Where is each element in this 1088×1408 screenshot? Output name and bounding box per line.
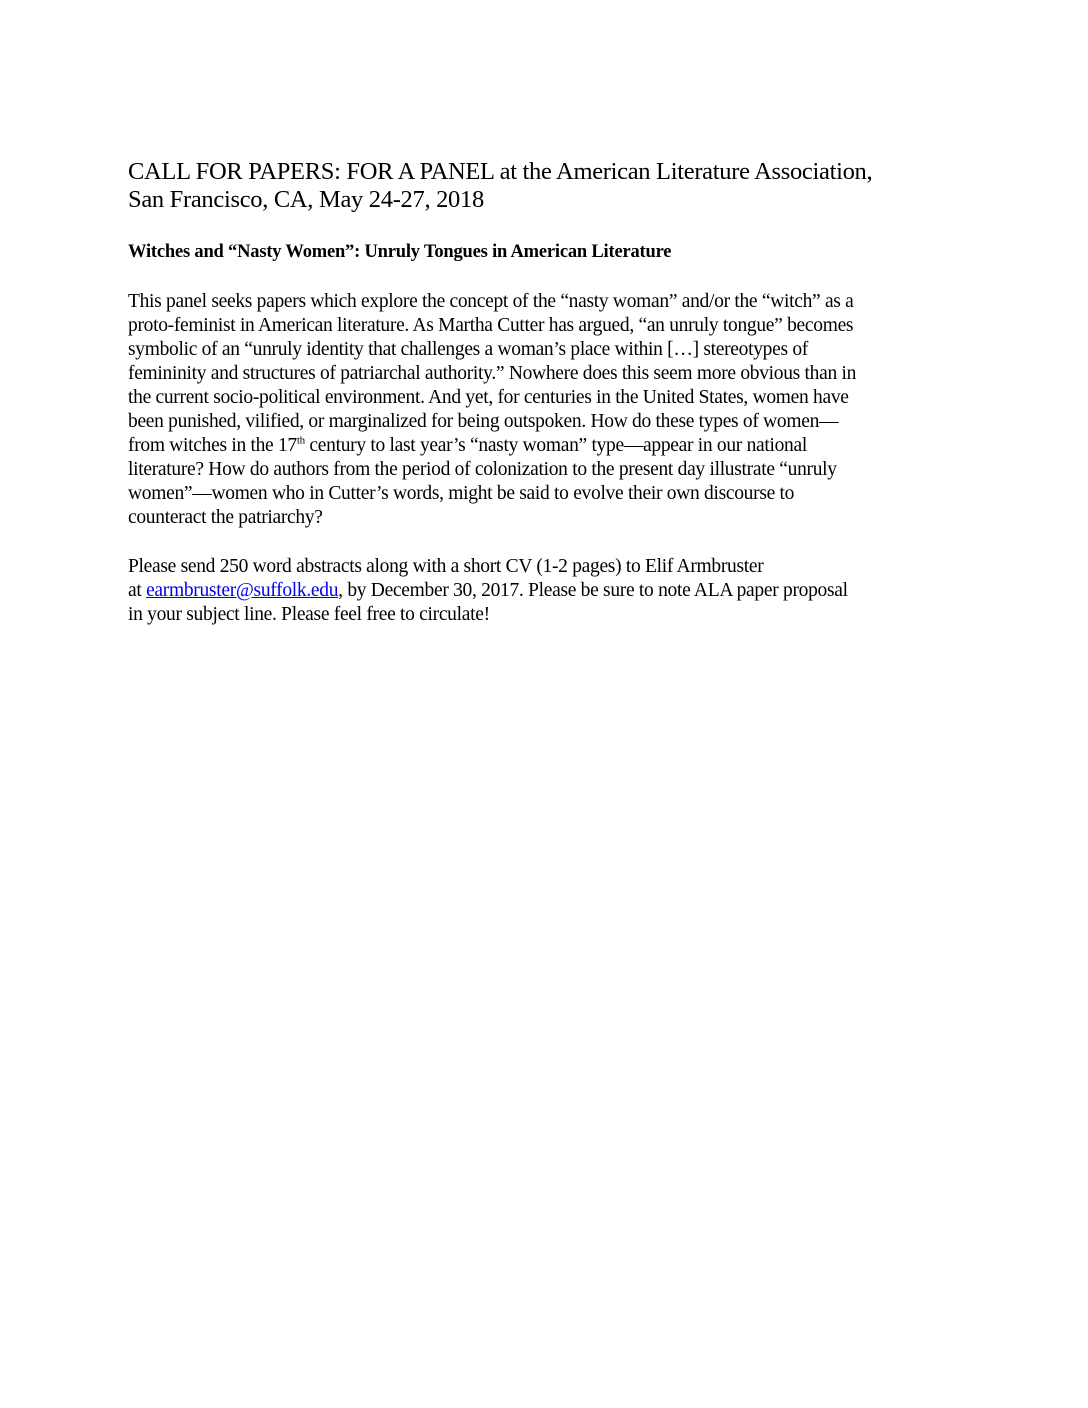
- line-text: , by December 30, 2017. Please be sure to note ALA paper proposal: [338, 580, 848, 601]
- paragraph-line: counteract the patriarchy?: [128, 507, 323, 528]
- ordinal-suffix: th: [296, 434, 305, 447]
- panel-subtitle: Witches and “Nasty Women”: Unruly Tongues in American Literature: [128, 242, 672, 262]
- paragraph-line: proto-feminist in American literature. As Martha Cutter has argued, “an unruly tongue” becomes: [128, 315, 854, 336]
- title-line-1: CALL FOR PAPERS: FOR A PANEL at the American Literature Association,: [128, 158, 873, 185]
- page-title: [128, 158, 988, 214]
- paragraph-line: [128, 434, 1008, 458]
- paragraph-line: in your subject line. Please feel free to circulate!: [128, 604, 490, 625]
- paragraph-line: Please send 250 word abstracts along with a short CV (1-2 pages) to Elif Armbruster: [128, 556, 764, 577]
- paragraph-line: femininity and structures of patriarchal authority.” Nowhere does this seem more obvious than in: [128, 363, 857, 384]
- paragraph-line: symbolic of an “unruly identity that challenges a woman’s place within […] stereotypes of: [128, 339, 808, 360]
- paragraph-line: been punished, vilified, or marginalized for being outspoken. How do these types of women—: [128, 411, 839, 432]
- paragraph-line: women”—women who in Cutter’s words, might be said to evolve their own discourse to: [128, 483, 795, 504]
- paragraph-line: This panel seeks papers which explore the concept of the “nasty woman” and/or the “witch” as a: [128, 291, 854, 312]
- line-text: century to last year’s “nasty woman” type—appear in our national: [304, 435, 807, 456]
- line-text: at: [128, 580, 147, 601]
- paragraph-line: literature? How do authors from the period of colonization to the present day illustrate “unruly: [128, 459, 837, 480]
- paragraph-line: the current socio-political environment. And yet, for centuries in the United States, women have: [128, 387, 849, 408]
- email-link[interactable]: earmbruster@suffolk.edu: [146, 580, 339, 601]
- line-text: from witches in the 17: [128, 435, 297, 456]
- paragraph-line: [128, 579, 1008, 603]
- title-line-2: San Francisco, CA, May 24-27, 2018: [128, 186, 484, 213]
